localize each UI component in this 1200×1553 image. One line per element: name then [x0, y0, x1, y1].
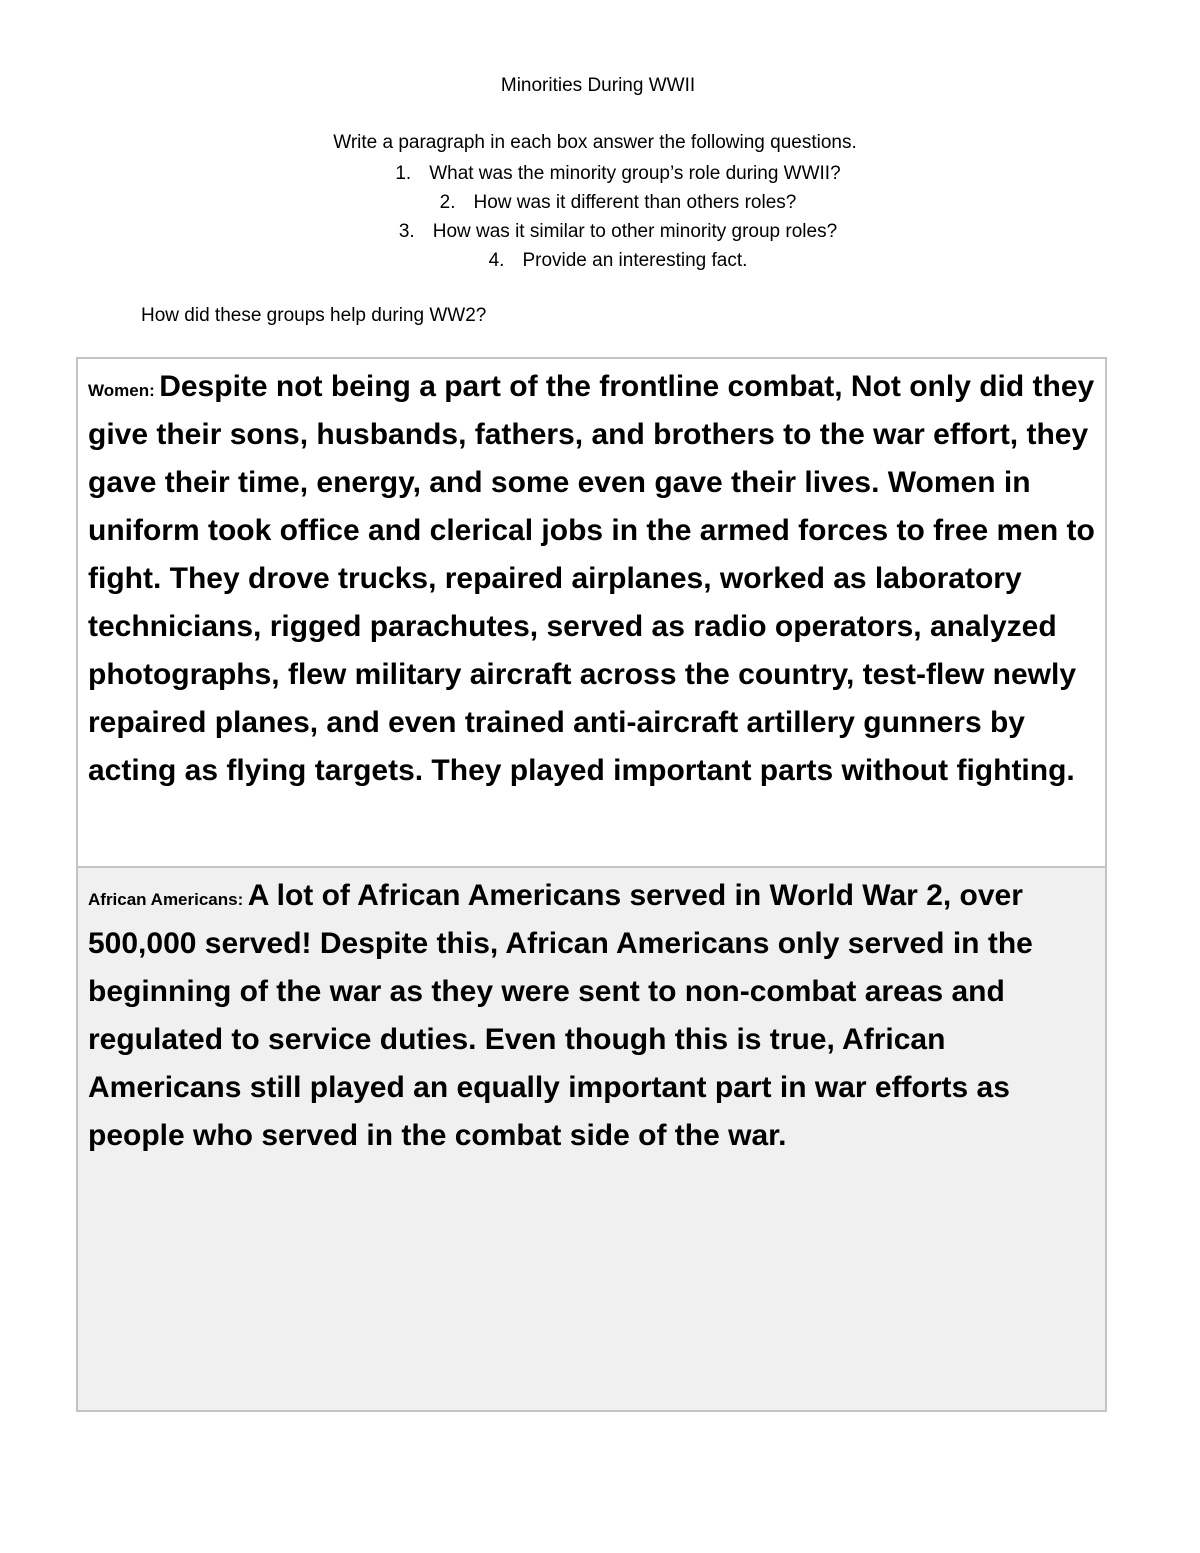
instructions: Write a paragraph in each box answer the following questions. — [333, 132, 857, 153]
question-number: 4. — [488, 250, 505, 271]
women-answer-text: Despite not being a part of the frontline combat, Not only did they give their sons, husbands, fathers, and brothers to the war effort, they gave their time, energy, and some even gave their lives. Women in uniform took office and clerical jobs in the armed forces to free men to fight. They drove trucks, repaired airplanes, worked as laboratory technicians, rigged parachutes, served as radio operators, analyzed photographs, flew military aircraft across the country, test-flew newly repaired planes, and even trained anti-aircraft artillery gunners by acting as flying targets. They played important parts without fighting. — [88, 370, 1095, 787]
question-text: How was it similar to other minority group roles? — [432, 221, 838, 242]
african-americans-label: African Americans: — [88, 890, 244, 909]
question-list — [0, 159, 1200, 275]
women-answer-box[interactable] — [78, 359, 1105, 868]
african-americans-answer-box[interactable] — [78, 868, 1105, 1410]
african-americans-answer-paragraph — [88, 874, 1095, 1162]
question-item — [0, 159, 1200, 188]
question-item — [0, 188, 1200, 217]
section-prompt: How did these groups help during WW2? — [141, 305, 487, 326]
question-number: 3. — [398, 221, 415, 242]
african-americans-answer-text: A lot of African Americans served in World War 2, over 500,000 served! Despite this, African Americans only served in the beginning of the war as they were sent to non-combat areas and regulated to service duties. Even though this is true, African Americans still played an equally important part in war efforts as people who served in the combat side of the war. — [88, 879, 1033, 1152]
page-title: Minorities During WWII — [500, 75, 696, 96]
question-text: What was the minority group’s role during WWII? — [429, 163, 841, 184]
question-item — [0, 217, 1200, 246]
question-text: How was it different than others roles? — [473, 192, 797, 213]
women-answer-paragraph — [88, 365, 1095, 797]
question-text: Provide an interesting fact. — [522, 250, 748, 271]
women-label: Women: — [88, 381, 155, 400]
question-item — [0, 246, 1200, 275]
question-number: 1. — [395, 163, 412, 184]
answer-table — [76, 357, 1107, 1412]
question-number: 2. — [439, 192, 456, 213]
